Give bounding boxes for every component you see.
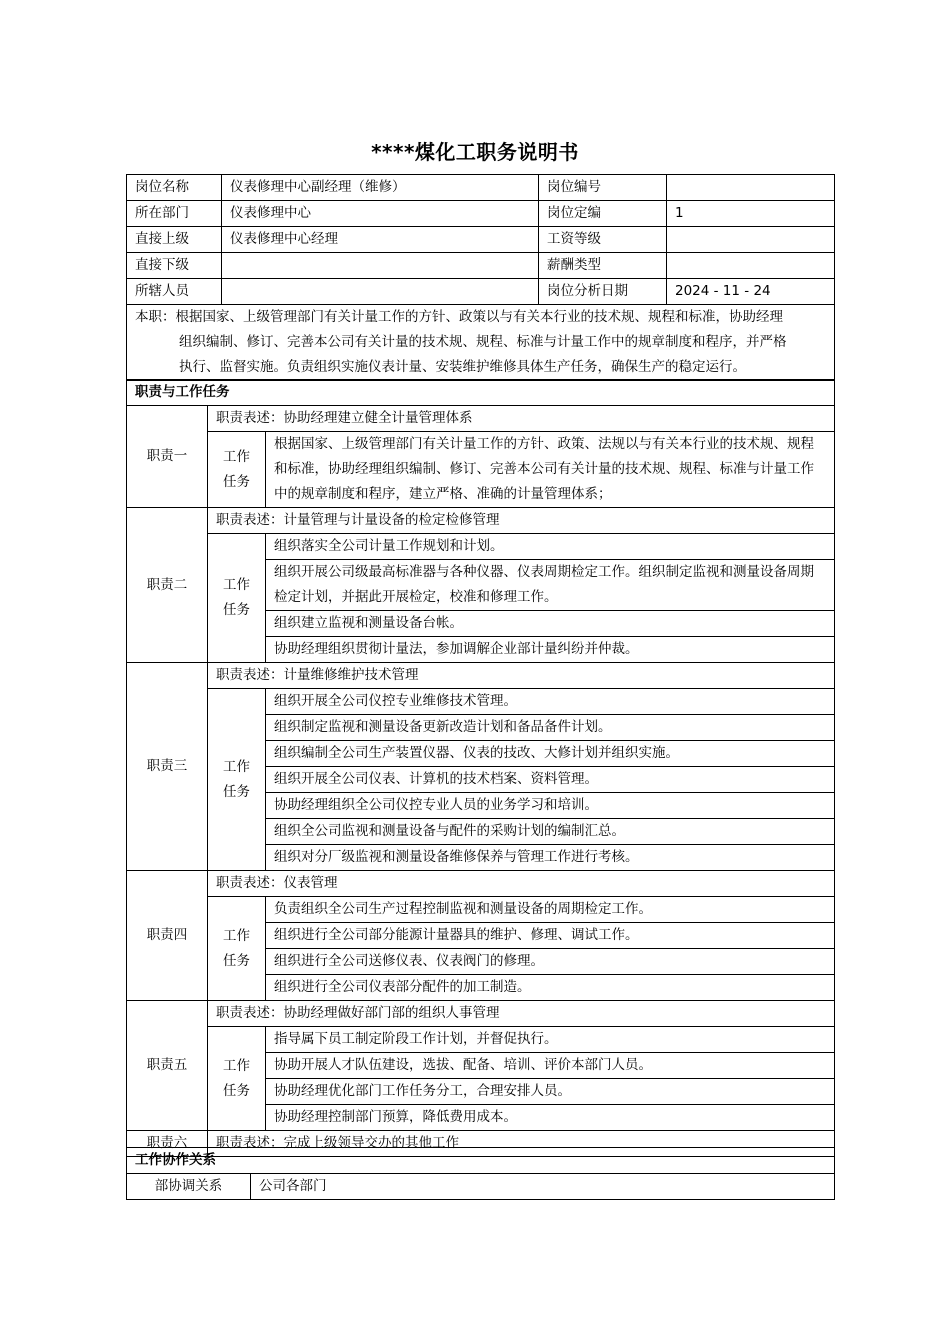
position-code-value xyxy=(667,175,835,201)
internal-coordination-value: 公司各部门 xyxy=(251,1174,835,1200)
work-task-label-line: 工作 xyxy=(223,577,250,593)
table-row xyxy=(127,1148,835,1174)
duty-description: 职责表述：协助经理做好部门部的组织人事管理 xyxy=(208,1001,835,1027)
superior-value: 仪表修理中心经理 xyxy=(222,227,539,253)
staff-label: 所辖人员 xyxy=(127,279,222,305)
task-item: 组织开展公司级最高标准器与各种仪器、仪表周期检定工作。组织制定监视和测量设备周期检定计划，并据此开展检定，校准和修理工作。 xyxy=(266,560,835,611)
duty-name: 职责六 xyxy=(127,1131,208,1157)
work-task-label-line: 工作 xyxy=(223,448,250,465)
duty-description: 职责表述：仪表管理 xyxy=(208,871,835,897)
task-item: 组织全公司监视和测量设备与配件的采购计划的编制汇总。 xyxy=(266,819,835,845)
task-item: 组织进行全公司仪表部分配件的加工制造。 xyxy=(266,975,835,1001)
table-row xyxy=(127,1001,835,1027)
duty-name: 职责一 xyxy=(127,406,208,508)
salary-grade-value xyxy=(667,227,835,253)
main-duty-line: 组织编制、修订、完善本公司有关计量的技术规、规程、标准与计量工作中的规章制度和程序，并严格 xyxy=(179,334,787,350)
duty-description: 职责表述：计量维修维护技术管理 xyxy=(208,663,835,689)
task-item: 负责组织全公司生产过程控制监视和测量设备的周期检定工作。 xyxy=(266,897,835,923)
main-duty-line: 执行、监督实施。负责组织实施仪表计量、安装维护维修具体生产任务，确保生产的稳定运行。 xyxy=(179,359,746,375)
table-row xyxy=(127,279,835,305)
work-task-label-line: 任务 xyxy=(223,473,250,490)
task-item: 组织对分厂级监视和测量设备维修保养与管理工作进行考核。 xyxy=(266,845,835,871)
main-duty-line: 根据国家、上级管理部门有关计量工作的方针、政策以与有关本行业的技术规、规程和标准，协助经理 xyxy=(175,309,783,325)
position-name-value: 仪表修理中心副经理（维修） xyxy=(222,175,539,201)
task-item: 组织开展全公司仪表、计算机的技术档案、资料管理。 xyxy=(266,767,835,793)
collaboration-table xyxy=(126,1147,835,1200)
position-code-label: 岗位编号 xyxy=(539,175,667,201)
work-task-label-line: 工作 xyxy=(223,758,250,775)
table-row xyxy=(127,871,835,897)
task-item: 指导属下员工制定阶段工作计划，并督促执行。 xyxy=(266,1027,835,1053)
main-duty-cell xyxy=(127,305,835,381)
duty-name: 职责三 xyxy=(127,663,208,871)
duty-description: 职责表述：协助经理建立健全计量管理体系 xyxy=(208,406,835,432)
task-item: 组织落实全公司计量工作规划和计划。 xyxy=(266,534,835,560)
table-row xyxy=(127,663,835,689)
duties-table xyxy=(126,379,835,1157)
analysis-date-label: 岗位分析日期 xyxy=(539,279,667,305)
work-task-label-line: 工作 xyxy=(223,927,250,944)
table-row xyxy=(127,227,835,253)
task-item: 组织制定监视和测量设备更新改造计划和备品备件计划。 xyxy=(266,715,835,741)
task-item: 协助经理组织全公司仪控专业人员的业务学习和培训。 xyxy=(266,793,835,819)
work-task-label xyxy=(208,432,266,508)
department-value: 仪表修理中心 xyxy=(222,201,539,227)
duty-description: 职责表述：计量管理与计量设备的检定检修管理 xyxy=(208,508,835,534)
table-row xyxy=(127,1027,835,1053)
duty-name: 职责五 xyxy=(127,1001,208,1131)
duty-name: 职责四 xyxy=(127,871,208,1001)
table-row xyxy=(127,508,835,534)
duties-header: 职责与工作任务 xyxy=(127,380,835,406)
duty-description: 职责表述：完成上级领导交办的其他工作 xyxy=(208,1131,835,1157)
pay-type-value xyxy=(667,253,835,279)
task-item: 组织进行全公司部分能源计量器具的维护、修理、调试工作。 xyxy=(266,923,835,949)
work-task-label xyxy=(208,897,266,1001)
task-item: 协助经理控制部门预算，降低费用成本。 xyxy=(266,1105,835,1131)
table-row xyxy=(127,305,835,381)
internal-coordination-label: 部协调关系 xyxy=(127,1174,251,1200)
work-task-label-line: 工作 xyxy=(223,1057,250,1074)
table-row xyxy=(127,201,835,227)
analysis-date-value: 2024 - 11 - 24 xyxy=(667,279,835,305)
task-item: 组织编制全公司生产装置仪器、仪表的技改、大修计划并组织实施。 xyxy=(266,741,835,767)
work-task-label-line: 任务 xyxy=(223,1082,250,1099)
salary-grade-label: 工资等级 xyxy=(539,227,667,253)
pay-type-label: 薪酬类型 xyxy=(539,253,667,279)
table-row xyxy=(127,689,835,715)
table-row xyxy=(127,380,835,406)
table-row xyxy=(127,534,835,560)
headcount-value: 1 xyxy=(667,201,835,227)
work-task-label-line: 任务 xyxy=(223,602,250,618)
work-task-label xyxy=(208,534,266,663)
duty-name: 职责二 xyxy=(127,508,208,663)
staff-value xyxy=(222,279,539,305)
task-item: 根据国家、上级管理部门有关计量工作的方针、政策、法规以与有关本行业的技术规、规程和标准，协助经理组织编制、修订、完善本公司有关计量的技术规、规程、标准与计量工作中的规章制度和程序，建立严格、准确的计量管理体系； xyxy=(266,432,835,508)
table-row xyxy=(127,897,835,923)
table-row xyxy=(127,175,835,201)
position-name-label: 岗位名称 xyxy=(127,175,222,201)
page-title: ****煤化工职务说明书 xyxy=(371,140,579,164)
task-item: 协助开展人才队伍建设，选拔、配备、培训、评价本部门人员。 xyxy=(266,1053,835,1079)
task-item: 组织进行全公司送修仪表、仪表阀门的修理。 xyxy=(266,949,835,975)
work-task-label xyxy=(208,1027,266,1131)
table-row xyxy=(127,1174,835,1200)
headcount-label: 岗位定编 xyxy=(539,201,667,227)
superior-label: 直接上级 xyxy=(127,227,222,253)
subordinate-label: 直接下级 xyxy=(127,253,222,279)
work-task-label-line: 任务 xyxy=(223,952,250,969)
work-task-label-line: 任务 xyxy=(223,783,250,800)
table-row xyxy=(127,253,835,279)
task-item: 组织开展全公司仪控专业维修技术管理。 xyxy=(266,689,835,715)
task-item: 协助经理组织贯彻计量法，参加调解企业部计量纠纷并仲裁。 xyxy=(266,637,835,663)
work-task-label xyxy=(208,689,266,871)
table-row xyxy=(127,432,835,508)
task-item: 组织建立监视和测量设备台帐。 xyxy=(266,611,835,637)
basic-info-table xyxy=(126,174,835,381)
table-row xyxy=(127,406,835,432)
department-label: 所在部门 xyxy=(127,201,222,227)
task-item: 协助经理优化部门工作任务分工，合理安排人员。 xyxy=(266,1079,835,1105)
subordinate-value xyxy=(222,253,539,279)
main-duty-label: 本职： xyxy=(135,309,176,325)
collaboration-header: 工作协作关系 xyxy=(127,1148,835,1174)
